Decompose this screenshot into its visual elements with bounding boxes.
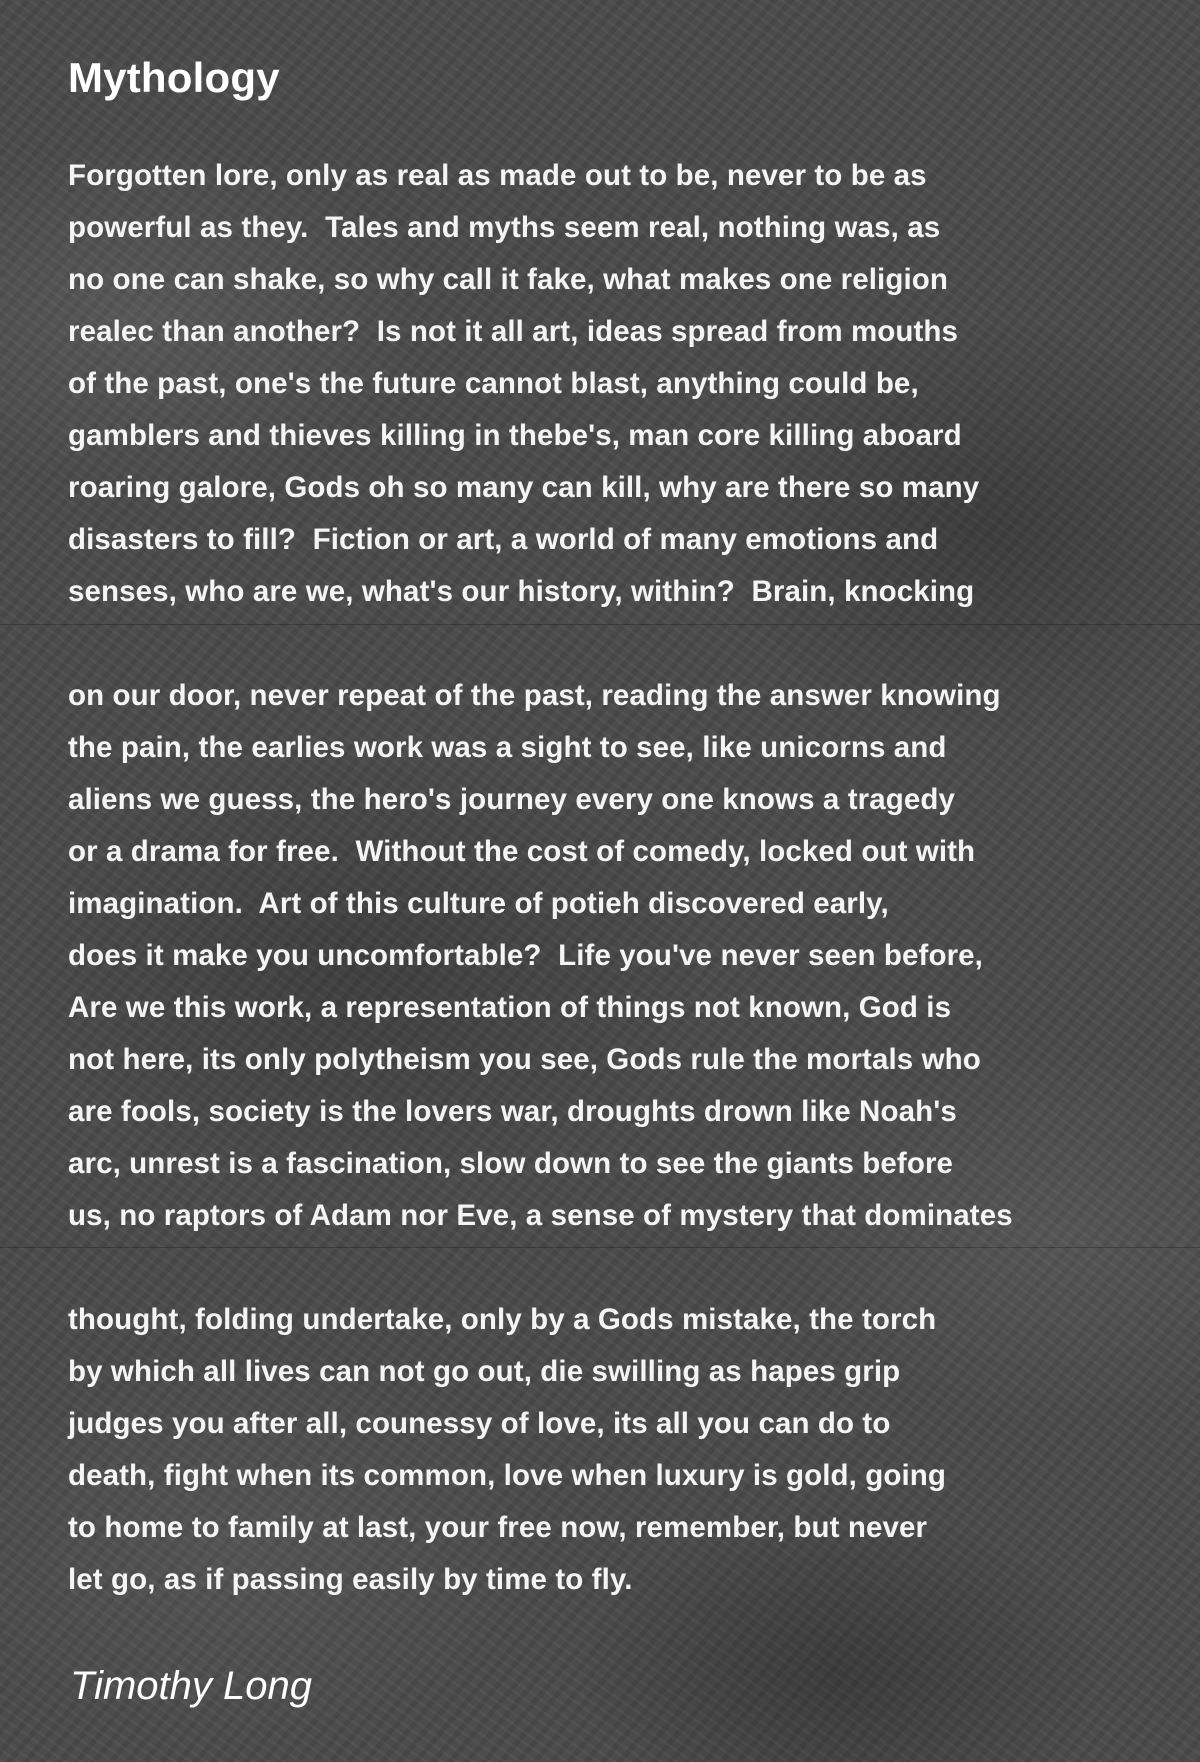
poem-body (68, 150, 1188, 1606)
poem-line: judges you after all, counessy of love, its all you can do to (68, 1407, 891, 1440)
poem-line: powerful as they. Tales and myths seem real, nothing was, as (68, 211, 941, 244)
stanza (68, 150, 1188, 618)
stanza-break (68, 618, 1188, 670)
poem-line: Are we this work, a representation of things not known, God is (68, 991, 952, 1024)
poem-title: Mythology (68, 54, 280, 101)
poem-line: gamblers and thieves killing in thebe's, man core killing aboard (68, 419, 962, 452)
poem-line: no one can shake, so why call it fake, what makes one religion (68, 263, 949, 296)
poem-line: on our door, never repeat of the past, reading the answer knowing (68, 679, 1001, 712)
poem-line: death, fight when its common, love when luxury is gold, going (68, 1459, 947, 1492)
poem-line: of the past, one's the future cannot blast, anything could be, (68, 367, 919, 400)
stanza-break (68, 1242, 1188, 1294)
poem-line: thought, folding undertake, only by a Gods mistake, the torch (68, 1303, 937, 1336)
poem-line: roaring galore, Gods oh so many can kill, why are there so many (68, 471, 980, 504)
poem-line: arc, unrest is a fascination, slow down to see the giants before (68, 1147, 954, 1180)
poem-line: disasters to fill? Fiction or art, a world of many emotions and (68, 523, 939, 556)
poem-line: the pain, the earlies work was a sight to see, like unicorns and (68, 731, 947, 764)
poem-line: or a drama for free. Without the cost of comedy, locked out with (68, 835, 976, 868)
poem-line: are fools, society is the lovers war, droughts drown like Noah's (68, 1095, 957, 1128)
poem-line: does it make you uncomfortable? Life you've never seen before, (68, 939, 983, 972)
poem-line: aliens we guess, the hero's journey every one knows a tragedy (68, 783, 955, 816)
poem-author: Timothy Long (70, 1664, 312, 1708)
poem-line: to home to family at last, your free now, remember, but never (68, 1511, 928, 1544)
poem-line: let go, as if passing easily by time to fly. (68, 1563, 633, 1596)
poem-line: by which all lives can not go out, die swilling as hapes grip (68, 1355, 901, 1388)
poem-line: us, no raptors of Adam nor Eve, a sense of mystery that dominates (68, 1199, 1013, 1232)
stanza (68, 670, 1188, 1242)
poem-line: not here, its only polytheism you see, Gods rule the mortals who (68, 1043, 981, 1076)
poem-line: realec than another? Is not it all art, ideas spread from mouths (68, 315, 959, 348)
stanza (68, 1294, 1188, 1606)
poem-line: imagination. Art of this culture of potieh discovered early, (68, 887, 889, 920)
poem-line: Forgotten lore, only as real as made out to be, never to be as (68, 159, 927, 192)
poem-line: senses, who are we, what's our history, within? Brain, knocking (68, 575, 975, 608)
